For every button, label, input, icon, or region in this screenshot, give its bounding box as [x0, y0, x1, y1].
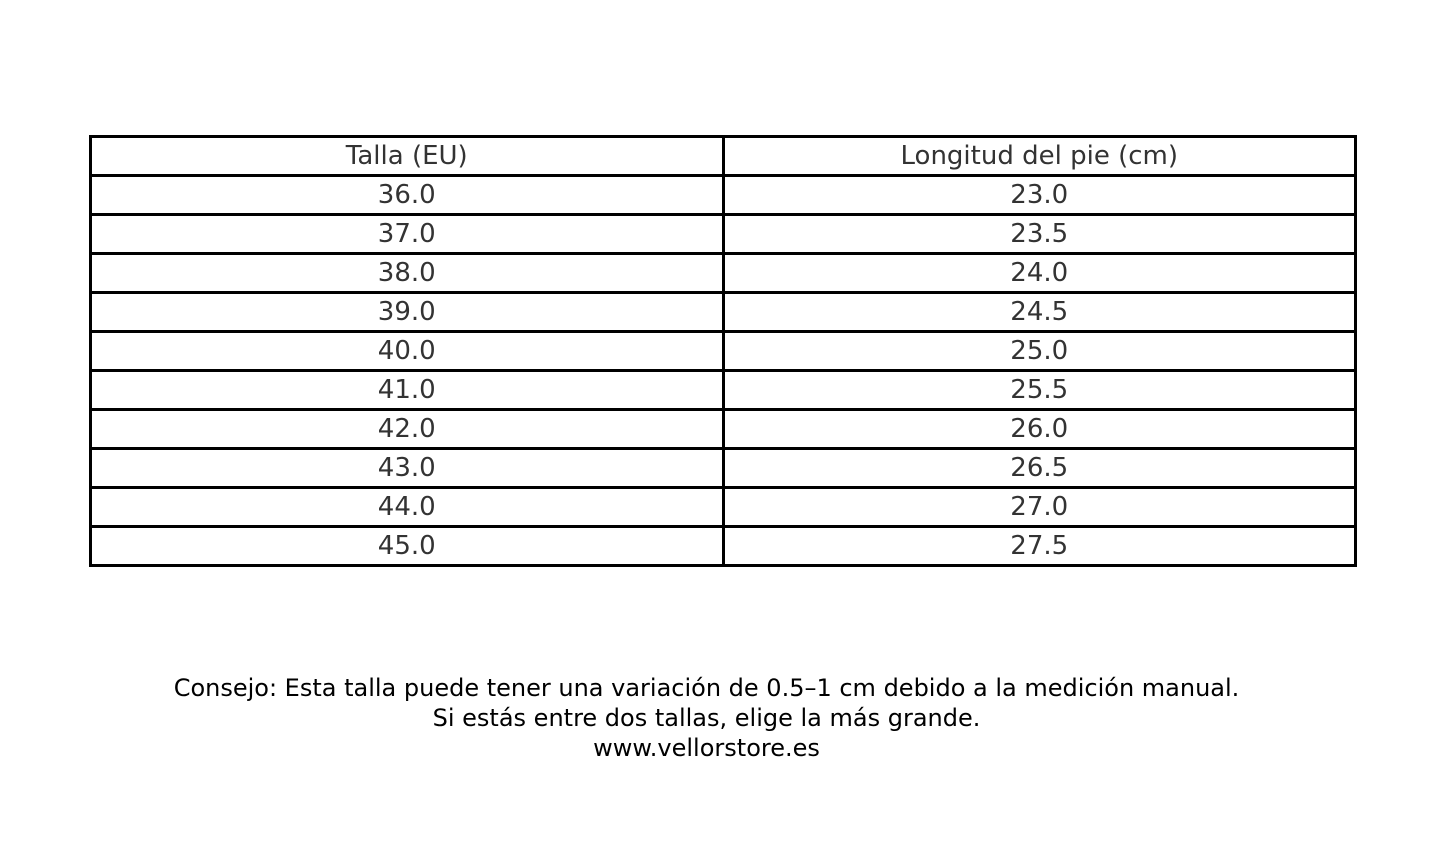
header-size-eu: Talla (EU): [91, 137, 724, 176]
length-cell: 27.5: [723, 527, 1356, 566]
size-cell: 45.0: [91, 527, 724, 566]
table-row: [91, 254, 1356, 293]
header-foot-length: Longitud del pie (cm): [723, 137, 1356, 176]
length-cell: 25.5: [723, 371, 1356, 410]
table-row: [91, 527, 1356, 566]
length-cell: 25.0: [723, 332, 1356, 371]
size-cell: 36.0: [91, 176, 724, 215]
table-row: [91, 215, 1356, 254]
size-cell: 42.0: [91, 410, 724, 449]
length-cell: 26.5: [723, 449, 1356, 488]
length-cell: 23.5: [723, 215, 1356, 254]
tip-text: Consejo: Esta talla puede tener una variación de 0.5–1 cm debido a la medición manual.: [173, 674, 1240, 702]
size-cell: 37.0: [91, 215, 724, 254]
footer-notes: [0, 673, 1413, 763]
table-row: [91, 488, 1356, 527]
table-row: [91, 449, 1356, 488]
length-cell: 24.0: [723, 254, 1356, 293]
table-row: [91, 371, 1356, 410]
size-cell: 39.0: [91, 293, 724, 332]
table-header-row: [91, 137, 1356, 176]
table-row: [91, 410, 1356, 449]
length-cell: 26.0: [723, 410, 1356, 449]
advice-text: Si estás entre dos tallas, elige la más grande.: [432, 704, 981, 732]
size-cell: 40.0: [91, 332, 724, 371]
length-cell: 23.0: [723, 176, 1356, 215]
size-cell: 43.0: [91, 449, 724, 488]
size-cell: 38.0: [91, 254, 724, 293]
website-text: www.vellorstore.es: [593, 734, 820, 762]
size-cell: 44.0: [91, 488, 724, 527]
table-row: [91, 293, 1356, 332]
table-row: [91, 176, 1356, 215]
size-chart-table: [89, 135, 1357, 567]
size-cell: 41.0: [91, 371, 724, 410]
length-cell: 27.0: [723, 488, 1356, 527]
table-row: [91, 332, 1356, 371]
length-cell: 24.5: [723, 293, 1356, 332]
